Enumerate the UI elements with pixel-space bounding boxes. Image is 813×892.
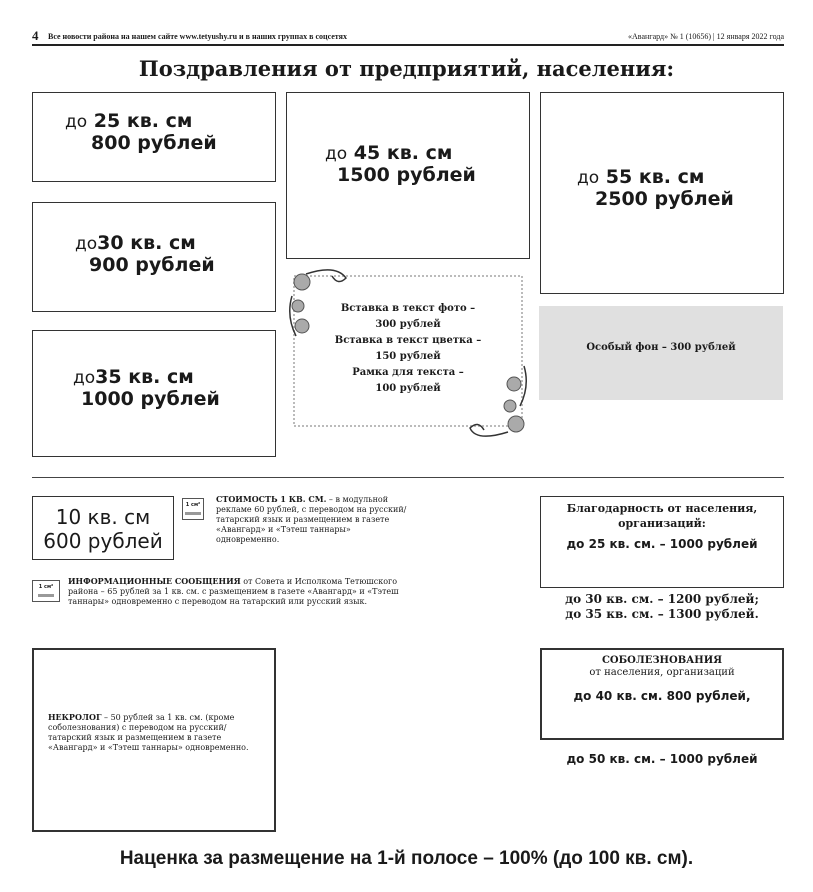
info-note [68, 576, 414, 607]
necrolog-heading: НЕКРОЛОГ [48, 712, 102, 722]
extras-line: Вставка в текст цветка – [334, 335, 482, 346]
price-value: 900 рублей [89, 254, 215, 276]
cm-square-icon: 1 см² [182, 498, 204, 520]
cm-square-icon: 1 см² [32, 580, 60, 602]
gratitude-price: до 30 кв. см. – 1200 рублей; [565, 592, 759, 606]
price-value: 2500 рублей [595, 188, 734, 210]
price-prefix: до [577, 168, 600, 188]
price-prefix: до [75, 234, 98, 254]
price-box-45 [286, 92, 530, 259]
extras-text [306, 301, 510, 397]
cost-note-heading: СТОИМОСТЬ 1 КВ. СМ. [216, 494, 327, 504]
price-size: 35 кв. см [95, 366, 194, 388]
condolences-price: до 40 кв. см. 800 рублей, [573, 689, 751, 703]
gratitude-title: Благодарность от населения, организаций: [566, 502, 758, 530]
extras-frame [286, 266, 530, 438]
price-box-30 [32, 202, 276, 312]
page-number: 4 [32, 28, 39, 43]
price-size: 10 кв. см [55, 505, 151, 529]
price-value: 1500 рублей [337, 164, 476, 186]
section-divider [32, 477, 784, 478]
header-issue-info: «Авангард» № 1 (10656) | 12 января 2022 года [628, 32, 784, 41]
cost-note-text: – в модульной рекламе 60 рублей, с переводом на русский/татарский язык и размещением в газете «Авангард» и «Тэтеш таннары» одновременно. [216, 495, 407, 544]
condolences-box [540, 648, 784, 740]
price-box-35 [32, 330, 276, 457]
special-background-box [539, 306, 783, 400]
footer-markup-note: Наценка за размещение на 1-й полосе – 100% (до 100 кв. см). [119, 848, 694, 869]
condolences-title: СОБОЛЕЗНОВАНИЯ [601, 655, 723, 666]
page-title: Поздравления от предприятий, населения: [138, 56, 675, 81]
extras-line: Рамка для текста – [352, 367, 464, 378]
extras-line: Вставка в текст фото – [340, 303, 476, 314]
price-size: 30 кв. см [97, 232, 196, 254]
price-box-10 [32, 496, 174, 560]
necrolog-text: – 50 рублей за 1 кв. см. (кроме соболезнования) с переводом на русский/татарский язык и размещением в газете «Авангард» и «Тэтеш таннары» одновременно. [48, 713, 249, 752]
price-prefix: до [73, 368, 96, 388]
cost-note [216, 494, 412, 545]
price-size: 45 кв. см [353, 142, 453, 164]
info-note-text: от Совета и Исполкома Тетюшского района – 65 рублей за 1 кв. см. с размещением в газете «Авангард» и «Тэтеш таннары» одновременно с переводом на татарский или русский язык. [68, 577, 399, 606]
info-note-heading: ИНФОРМАЦИОННЫЕ СООБЩЕНИЯ [68, 576, 241, 586]
extras-line: 100 рублей [375, 383, 441, 394]
condolences-subtitle: от населения, организаций [589, 667, 735, 678]
price-box-25 [32, 92, 276, 182]
price-box-55 [540, 92, 784, 294]
page-header [32, 30, 784, 46]
price-value: 1000 рублей [81, 388, 220, 410]
extras-line: 150 рублей [375, 351, 441, 362]
gratitude-box [540, 496, 784, 588]
special-background-text: Особый фон – 300 рублей [586, 342, 736, 353]
gratitude-price: до 35 кв. см. – 1300 рублей. [565, 607, 759, 621]
gratitude-price: до 25 кв. см. – 1000 рублей [566, 537, 758, 551]
price-prefix: до [325, 144, 348, 164]
necrolog-box [32, 648, 276, 832]
header-left-text: Все новости района на нашем сайте www.tetyushy.ru и в наших группах в соцсетях [48, 32, 347, 41]
condolences-price: до 50 кв. см. – 1000 рублей [566, 752, 758, 766]
extras-line: 300 рублей [375, 319, 441, 330]
price-value: 600 рублей [43, 529, 163, 553]
price-size: 55 кв. см [605, 166, 705, 188]
price-value: 800 рублей [91, 132, 217, 154]
gratitude-extra-prices [536, 592, 788, 622]
price-size: 25 кв. см [93, 110, 193, 132]
price-prefix: до [65, 112, 88, 132]
